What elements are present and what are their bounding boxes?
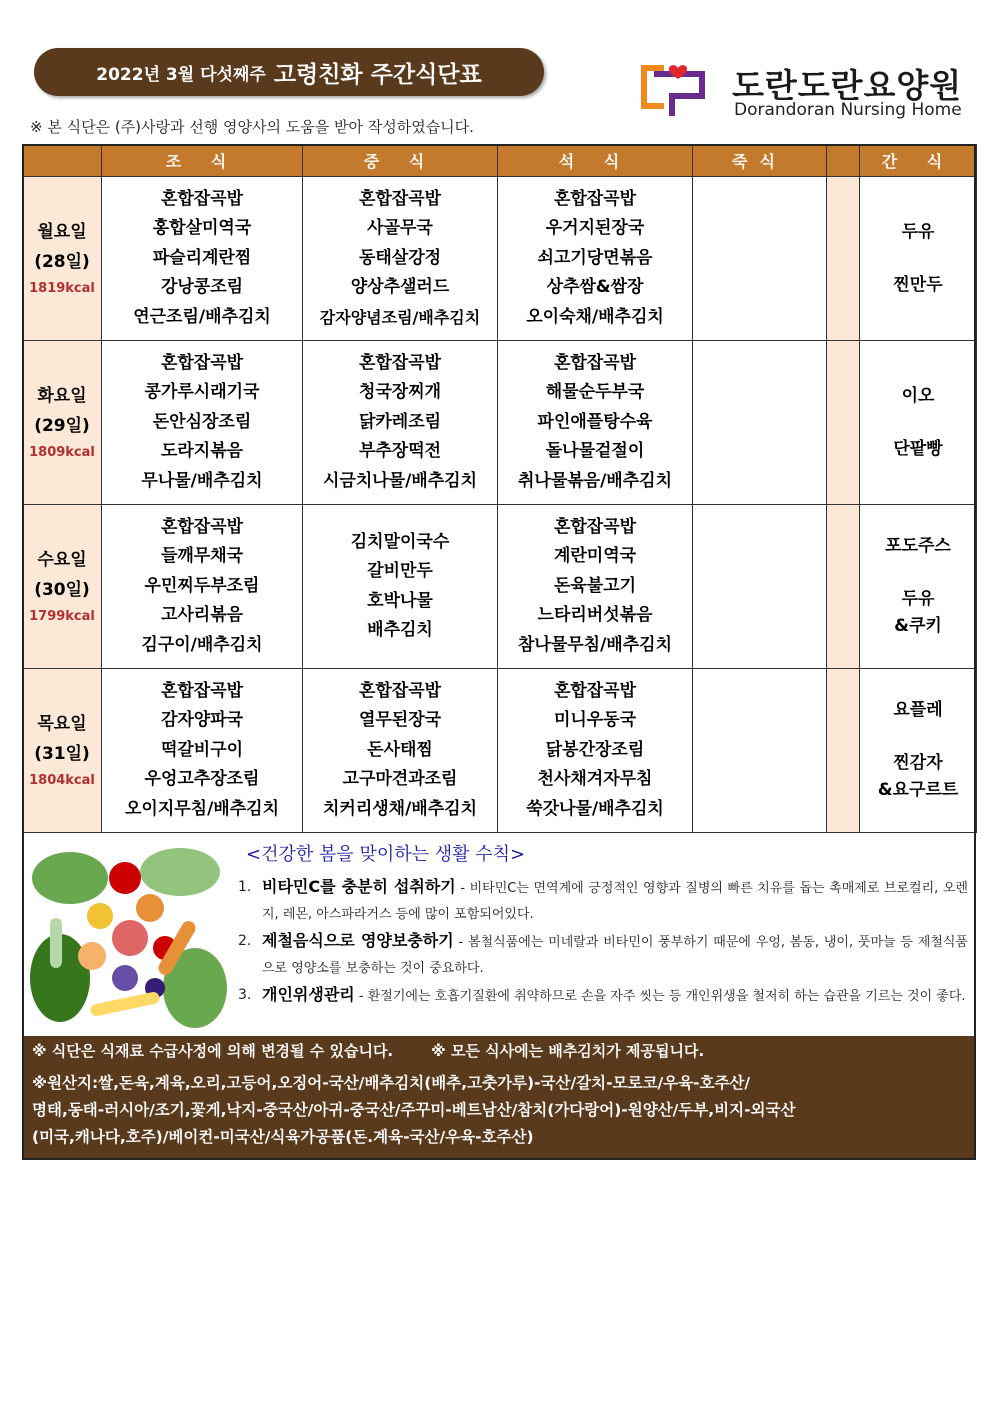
- menu-item: 열무된장국: [358, 710, 442, 731]
- menu-item: 돈사태찜: [367, 739, 433, 760]
- snack-item: &쿠키: [894, 616, 942, 636]
- snack-item: 찐만두: [893, 274, 943, 295]
- menu-item: 느타리버섯볶음: [537, 605, 653, 626]
- menu-item: 오이지무침/배추김치: [124, 798, 279, 819]
- snack-item: 단팥빵: [893, 438, 943, 459]
- tip-heading: 개인위생관리: [262, 985, 355, 1004]
- menu-item: 혼합잡곡밥: [358, 352, 442, 373]
- menu-item: 천사채겨자무침: [537, 769, 653, 790]
- menu-item: 닭카레조림: [358, 411, 442, 432]
- day-kcal: 1819kcal: [29, 280, 95, 296]
- snack-item: 이오: [901, 385, 935, 406]
- logo-name-en: Dorandoran Nursing Home: [734, 100, 962, 120]
- menu-item: 파슬리계란찜: [152, 247, 252, 268]
- menu-item: 김치말이국수: [350, 531, 450, 552]
- tip-heading: 제철음식으로 영양보충하기: [262, 931, 454, 950]
- day-name: 화요일: [37, 385, 87, 406]
- menu-item: 우거지된장국: [545, 218, 645, 239]
- menu-item: 돌나물겉절이: [545, 441, 645, 462]
- menu-item: 홍합살미역국: [152, 218, 252, 239]
- menu-item: 우민찌두부조림: [144, 575, 260, 596]
- menu-item: 고구마견과조림: [342, 769, 458, 790]
- menu-item: 김구이/배추김치: [141, 634, 263, 655]
- menu-item: 무나물/배추김치: [141, 470, 263, 491]
- header-dinner: 석 식: [498, 145, 693, 177]
- menu-item: 치커리생채/배추김치: [322, 798, 477, 819]
- menu-item: 강낭콩조림: [160, 277, 244, 298]
- snack-item: 두유: [901, 221, 935, 242]
- logo-mark-icon: [640, 62, 716, 118]
- tip-number: 3.: [238, 987, 252, 1003]
- tip-text: - 비타민C는 면역계에 긍정적인 영향과 질병의 빠른 치유를 돕는 촉매제로 브로컬리, 오렌지, 레몬, 아스파라거스 등에 많이 포함되어있다.: [262, 881, 968, 922]
- menu-item: 사골무국: [367, 218, 433, 239]
- day-kcal: 1804kcal: [29, 772, 95, 788]
- snack-item: 포도주스: [885, 536, 951, 556]
- menu-item: 돈안심장조림: [152, 411, 252, 432]
- notice-change: ※ 식단은 식재료 수급사정에 의해 변경될 수 있습니다.: [32, 1041, 394, 1060]
- snack-item: 찐감자: [893, 753, 943, 773]
- brand-logo: [640, 60, 980, 126]
- menu-item: 고사리볶음: [160, 605, 244, 626]
- menu-item: 혼합잡곡밥: [553, 188, 637, 209]
- menu-item: 시금치나물/배추김치: [322, 470, 477, 491]
- header-snack: 간 식: [860, 145, 977, 177]
- menu-item: 청국장찌개: [358, 382, 442, 403]
- menu-item: 연근조림/배추김치: [133, 306, 271, 327]
- menu-item: 들깨무채국: [160, 546, 244, 567]
- tip-text: - 환절기에는 호흡기질환에 취약하므로 손을 자주 씻는 등 개인위생을 철저히 하는 습관을 기르는 것이 좋다.: [354, 989, 966, 1004]
- tip-number: 2.: [238, 933, 252, 949]
- menu-item: 도라지볶음: [160, 441, 244, 462]
- menu-item: 혼합잡곡밥: [358, 680, 442, 701]
- menu-item: 감자양념조림/배추김치: [319, 307, 481, 327]
- page-title: 고령친화 주간식단표: [273, 61, 482, 88]
- menu-item: 취나물볶음/배추김치: [517, 470, 672, 491]
- menu-item: 해물순두부국: [545, 382, 645, 403]
- tip-heading: 비타민C를 충분히 섭취하기: [262, 877, 456, 896]
- menu-item: 혼합잡곡밥: [553, 352, 637, 373]
- menu-item: 쑥갓나물/배추김치: [526, 798, 664, 819]
- menu-item: 호박나물: [367, 590, 433, 611]
- day-name: 목요일: [37, 713, 87, 734]
- menu-item: 배추김치: [367, 619, 433, 640]
- menu-item: 돈육불고기: [553, 575, 637, 596]
- menu-item: 혼합잡곡밥: [160, 680, 244, 701]
- menu-item: 우엉고추장조림: [144, 769, 260, 790]
- origin-line: 명태,동태-러시아/조기,꽃게,낙지-중국산/아귀-중국산/주꾸미-베트남산/참치(가다랑어)-원양산/두부,비지-외국산: [32, 1101, 796, 1119]
- menu-item: 상추쌈&쌈장: [546, 277, 644, 298]
- menu-item: 양상추샐러드: [350, 277, 450, 298]
- menu-item: 감자양파국: [160, 710, 244, 731]
- menu-item: 쇠고기당면볶음: [537, 247, 653, 268]
- menu-item: 갈비만두: [367, 561, 433, 582]
- menu-item: 혼합잡곡밥: [160, 516, 244, 537]
- header-breakfast: 조 식: [102, 145, 303, 177]
- menu-item: 부추장떡전: [358, 441, 442, 462]
- notice-kimchi: ※ 모든 식사에는 배추김치가 제공됩니다.: [431, 1041, 705, 1060]
- day-name: 수요일: [37, 549, 87, 570]
- day-date: (30일): [34, 579, 90, 600]
- day-date: (31일): [34, 743, 90, 764]
- origin-line: (미국,캐나다,호주)/베이컨-미국산/식육가공품(돈.계육-국산/우육-호주산): [32, 1128, 534, 1146]
- menu-item: 계란미역국: [553, 546, 637, 567]
- menu-item: 떡갈비구이: [160, 739, 244, 760]
- logo-name-kr: 도란도란요양원: [732, 66, 963, 105]
- snack-item: &요구르트: [877, 780, 959, 800]
- day-name: 월요일: [37, 221, 87, 242]
- menu-item: 파인애플탕수육: [537, 411, 653, 432]
- snack-item: 두유: [901, 589, 935, 609]
- title-banner: [34, 48, 544, 96]
- page-frame: [22, 144, 976, 1160]
- menu-item: 미니우동국: [553, 710, 637, 731]
- menu-item: 혼합잡곡밥: [160, 352, 244, 373]
- day-date: (29일): [34, 415, 90, 436]
- header-lunch: 중 식: [303, 145, 498, 177]
- menu-item: 혼합잡곡밥: [160, 188, 244, 209]
- menu-item: 혼합잡곡밥: [358, 188, 442, 209]
- menu-item: 참나물무침/배추김치: [517, 634, 672, 655]
- day-kcal: 1799kcal: [29, 608, 95, 624]
- menu-item: 혼합잡곡밥: [553, 680, 637, 701]
- origin-line: ※원산지:쌀,돈육,계육,오리,고등어,오징어-국산/배추김치(배추,고춧가루)-국산/갈치-모로코/우육-호주산/: [32, 1074, 751, 1092]
- menu-item: 혼합잡곡밥: [553, 516, 637, 537]
- menu-item: 콩가루시래기국: [144, 382, 260, 403]
- tip-number: 1.: [238, 879, 252, 895]
- snack-item: 요플레: [893, 700, 943, 720]
- day-kcal: 1809kcal: [29, 444, 95, 460]
- header-porridge: 죽식: [693, 145, 827, 177]
- menu-item: 닭봉간장조림: [545, 739, 645, 760]
- tip-text: - 봄철식품에는 미네랄과 비타민이 풍부하기 때문에 우엉, 봄동, 냉이, 풋마늘 등 제철식품으로 영양소를 보충하는 것이 중요하다.: [262, 935, 968, 976]
- title-week: 2022년 3월 다섯째주: [96, 64, 266, 85]
- menu-item: 동태살강정: [358, 247, 442, 268]
- day-date: (28일): [34, 251, 90, 272]
- health-title: <건강한 봄을 맞이하는 생활 수칙>: [246, 844, 526, 865]
- nutritionist-note: ※ 본 식단은 (주)사랑과 선행 영양사의 도움을 받아 작성하였습니다.: [30, 118, 474, 136]
- menu-item: 오이숙채/배추김치: [526, 306, 664, 327]
